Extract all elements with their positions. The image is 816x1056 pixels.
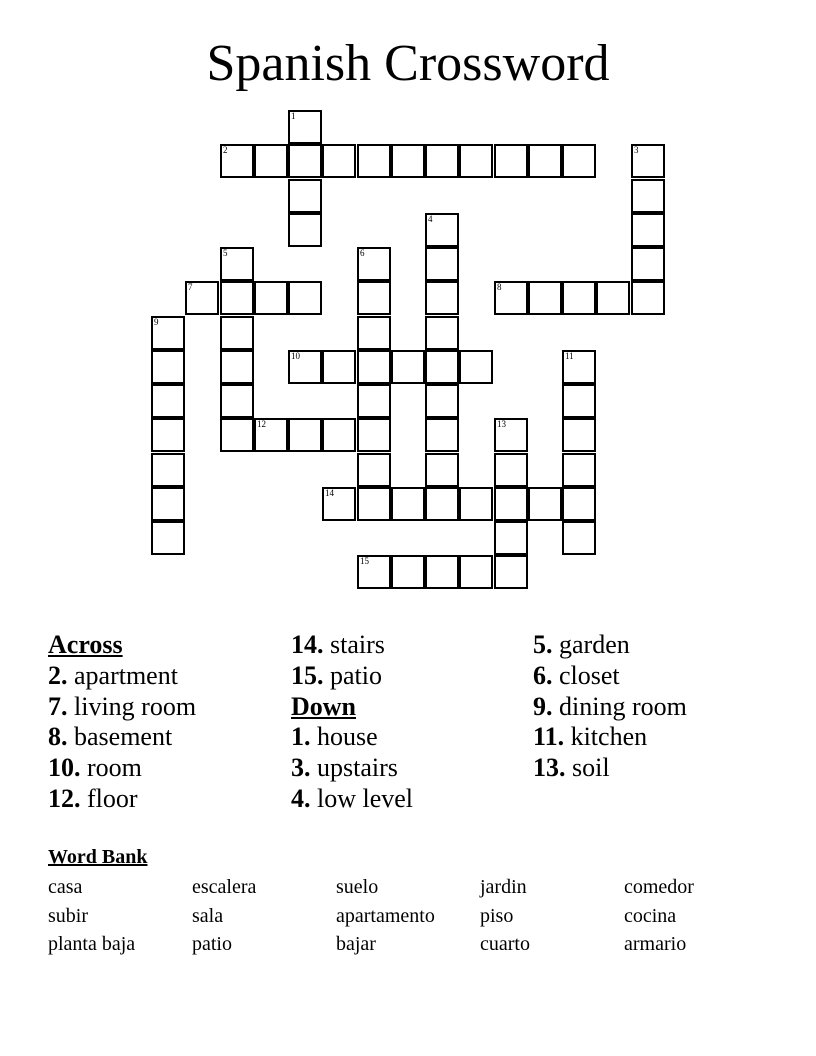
crossword-cell[interactable] (562, 521, 596, 555)
crossword-cell[interactable] (322, 418, 356, 452)
crossword-cell[interactable] (425, 418, 459, 452)
page-title: Spanish Crossword (206, 35, 610, 92)
across-clue-15 (291, 661, 413, 692)
crossword-cell[interactable] (220, 418, 254, 452)
crossword-cell[interactable] (322, 350, 356, 384)
clue-text: stairs (330, 630, 385, 659)
word-bank-item: jardin (480, 876, 527, 898)
crossword-cell[interactable] (494, 487, 528, 521)
cell-number: 12 (257, 419, 266, 429)
crossword-cell[interactable] (528, 487, 562, 521)
crossword-cell[interactable] (220, 144, 254, 178)
clue-text: living room (74, 691, 197, 721)
clue-number: 6. (533, 660, 553, 690)
clue-text: room (87, 753, 142, 783)
clue-column-2 (291, 630, 413, 815)
crossword-cell[interactable] (631, 247, 665, 281)
crossword-cell[interactable] (425, 316, 459, 350)
cell-number: 11 (565, 351, 574, 361)
crossword-cell[interactable] (459, 350, 493, 384)
clue-text: upstairs (317, 753, 398, 783)
down-clue-13 (533, 753, 687, 784)
clue-column-1 (48, 630, 196, 815)
cell-number: 10 (291, 351, 300, 361)
crossword-cell[interactable] (151, 453, 185, 487)
crossword-cell[interactable] (425, 487, 459, 521)
word-bank-item: suelo (336, 876, 379, 898)
crossword-cell[interactable] (494, 144, 528, 178)
cell-number: 6 (360, 248, 365, 258)
crossword-cell[interactable] (322, 487, 356, 521)
crossword-cell[interactable] (562, 350, 596, 384)
cell-number: 7 (188, 282, 193, 292)
cell-number: 1 (291, 111, 296, 121)
clue-text: patio (330, 660, 382, 690)
crossword-cell[interactable] (254, 281, 288, 315)
across-clue-14 (291, 630, 413, 661)
clue-text: garden (559, 630, 630, 659)
crossword-cell[interactable] (288, 350, 322, 384)
crossword-cell[interactable] (425, 453, 459, 487)
clue-text: apartment (74, 660, 178, 690)
crossword-cell[interactable] (494, 521, 528, 555)
word-bank-item: apartamento (336, 905, 435, 927)
crossword-cell[interactable] (220, 384, 254, 418)
crossword-cell[interactable] (494, 418, 528, 452)
crossword-cell[interactable] (494, 555, 528, 589)
crossword-cell[interactable] (391, 144, 425, 178)
clue-text: floor (87, 783, 138, 813)
down-clue-9 (533, 692, 687, 723)
word-bank-item: sala (192, 905, 224, 927)
clue-number: 7. (48, 691, 68, 721)
crossword-cell[interactable] (220, 316, 254, 350)
word-bank-item: bajar (336, 933, 376, 955)
crossword-cell[interactable] (425, 384, 459, 418)
crossword-cell[interactable] (220, 350, 254, 384)
crossword-cell[interactable] (459, 555, 493, 589)
crossword-cell[interactable] (494, 281, 528, 315)
clue-number: 2. (48, 660, 68, 690)
crossword-cell[interactable] (631, 144, 665, 178)
clue-number: 1. (291, 722, 311, 752)
clue-text: soil (572, 753, 610, 783)
crossword-cell[interactable] (357, 555, 391, 589)
cell-number: 3 (634, 145, 639, 155)
crossword-cell[interactable] (391, 555, 425, 589)
down-clue-4 (291, 784, 413, 815)
crossword-cell[interactable] (151, 418, 185, 452)
cell-number: 9 (154, 317, 159, 327)
crossword-cell[interactable] (391, 487, 425, 521)
down-clue-1 (291, 722, 413, 753)
crossword-cell[interactable] (357, 316, 391, 350)
word-bank-item: armario (624, 933, 687, 955)
crossword-cell[interactable] (562, 281, 596, 315)
cell-number: 15 (360, 556, 369, 566)
clue-number: 11. (533, 722, 565, 752)
across-clue-12 (48, 784, 196, 815)
clue-text: kitchen (570, 722, 648, 752)
crossword-cell[interactable] (528, 281, 562, 315)
cell-number: 13 (497, 419, 506, 429)
crossword-cell[interactable] (357, 487, 391, 521)
crossword-cell[interactable] (357, 453, 391, 487)
clue-number: 3. (291, 753, 311, 783)
clue-text: basement (74, 722, 173, 752)
crossword-cell[interactable] (562, 384, 596, 418)
crossword-cell[interactable] (425, 281, 459, 315)
crossword-cell[interactable] (185, 281, 219, 315)
crossword-cell[interactable] (459, 144, 493, 178)
word-bank-title: Word Bank (48, 846, 148, 868)
crossword-cell[interactable] (357, 144, 391, 178)
down-clue-3 (291, 753, 413, 784)
word-bank-item: piso (480, 905, 514, 927)
clue-number: 12. (48, 783, 81, 813)
crossword-cell[interactable] (357, 384, 391, 418)
crossword-cell[interactable] (151, 350, 185, 384)
word-bank-item: cocina (624, 905, 677, 927)
crossword-cell[interactable] (494, 453, 528, 487)
crossword-cell[interactable] (562, 418, 596, 452)
crossword-cell[interactable] (631, 281, 665, 315)
crossword-cell[interactable] (425, 350, 459, 384)
crossword-cell[interactable] (631, 179, 665, 213)
clue-number: 5. (533, 630, 553, 659)
clue-text: dining room (559, 691, 687, 721)
across-heading: Across (48, 630, 123, 659)
clue-number: 9. (533, 691, 553, 721)
crossword-cell[interactable] (220, 281, 254, 315)
crossword-cell[interactable] (151, 316, 185, 350)
across-clue-7 (48, 692, 196, 723)
clue-text: house (317, 722, 378, 752)
across-clue-2 (48, 661, 196, 692)
clue-number: 14. (291, 630, 324, 659)
cell-number: 5 (223, 248, 228, 258)
word-bank-item: subir (48, 905, 88, 927)
crossword-cell[interactable] (288, 110, 322, 144)
word-bank-item: comedor (624, 876, 694, 898)
down-clue-5 (533, 630, 687, 661)
down-clue-11 (533, 722, 687, 753)
crossword-cell[interactable] (151, 487, 185, 521)
clue-number: 4. (291, 783, 311, 813)
crossword-cell[interactable] (288, 418, 322, 452)
clue-number: 10. (48, 753, 81, 783)
crossword-cell[interactable] (631, 213, 665, 247)
crossword-cell[interactable] (151, 384, 185, 418)
crossword-cell[interactable] (288, 213, 322, 247)
crossword-cell[interactable] (357, 350, 391, 384)
down-heading: Down (291, 691, 357, 721)
crossword-cell[interactable] (391, 350, 425, 384)
down-clue-6 (533, 661, 687, 692)
word-bank-item: patio (192, 933, 232, 955)
crossword-cell[interactable] (425, 144, 459, 178)
cell-number: 2 (223, 145, 228, 155)
crossword-cell[interactable] (562, 144, 596, 178)
across-clue-10 (48, 753, 196, 784)
crossword-cell[interactable] (596, 281, 630, 315)
cell-number: 14 (325, 488, 334, 498)
crossword-cell[interactable] (425, 247, 459, 281)
cell-number: 8 (497, 282, 502, 292)
crossword-cell[interactable] (288, 281, 322, 315)
crossword-cell[interactable] (459, 487, 493, 521)
crossword-cell[interactable] (254, 144, 288, 178)
crossword-cell[interactable] (288, 179, 322, 213)
clue-text: low level (317, 783, 414, 813)
clue-column-3 (533, 630, 687, 784)
word-bank-item: cuarto (480, 933, 530, 955)
crossword-cell[interactable] (254, 418, 288, 452)
crossword-cell[interactable] (357, 281, 391, 315)
crossword-cell[interactable] (562, 487, 596, 521)
crossword-cell[interactable] (151, 521, 185, 555)
cell-number: 4 (428, 214, 433, 224)
clue-number: 8. (48, 722, 68, 752)
clue-text: closet (559, 660, 620, 690)
crossword-cell[interactable] (357, 247, 391, 281)
crossword-cell[interactable] (288, 144, 322, 178)
word-bank-item: escalera (192, 876, 257, 898)
crossword-cell[interactable] (425, 213, 459, 247)
clue-number: 15. (291, 660, 324, 690)
crossword-cell[interactable] (322, 144, 356, 178)
word-bank-item: casa (48, 876, 83, 898)
crossword-cell[interactable] (528, 144, 562, 178)
crossword-cell[interactable] (357, 418, 391, 452)
word-bank-item: planta baja (48, 933, 136, 955)
crossword-cell[interactable] (220, 247, 254, 281)
clue-number: 13. (533, 753, 566, 783)
crossword-cell[interactable] (425, 555, 459, 589)
across-clue-8 (48, 722, 196, 753)
crossword-cell[interactable] (562, 453, 596, 487)
